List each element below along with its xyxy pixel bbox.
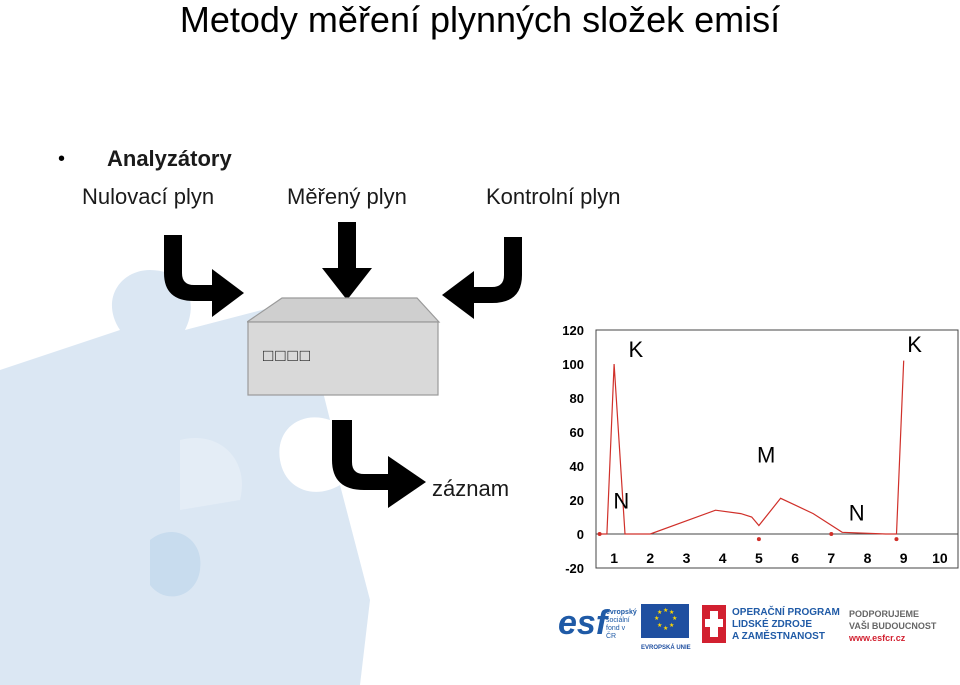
- svg-text:★: ★: [654, 615, 660, 622]
- y-tick-label: -20: [565, 561, 584, 576]
- y-tick-label: 100: [562, 357, 584, 372]
- eu-flag-icon: [641, 604, 689, 638]
- op-line-2: LIDSKÉ ZDROJE: [732, 619, 813, 630]
- y-tick-label: 60: [569, 425, 584, 440]
- x-tick-label: 5: [755, 550, 763, 566]
- page-title: Metody měření plynných složek emisí: [179, 0, 781, 40]
- eu-flag-logo: [641, 604, 691, 651]
- op-logo: [702, 605, 842, 649]
- x-tick-label: 3: [682, 550, 691, 566]
- series-marker: [829, 532, 833, 536]
- y-tick-label: 120: [562, 323, 584, 338]
- gas-label-control: Kontrolní plyn: [486, 184, 621, 209]
- chart-annotation: M: [756, 442, 776, 468]
- svg-text:★: ★: [669, 609, 675, 616]
- chart-annotation: K: [628, 337, 644, 363]
- series-marker: [598, 532, 602, 536]
- chart-annotation: N: [613, 488, 630, 514]
- x-tick-label: 10: [932, 550, 948, 566]
- chart-annotation: K: [907, 332, 922, 358]
- series-marker: [757, 537, 761, 541]
- y-tick-label: 40: [569, 459, 584, 474]
- arrow-measured-gas-icon: [322, 222, 372, 300]
- support-url: www.esfcr.cz: [849, 633, 906, 643]
- svg-text:★: ★: [657, 622, 663, 629]
- support-line-1: PODPORUJEME: [849, 609, 920, 619]
- gas-label-measured: Měřený plyn: [287, 184, 407, 209]
- op-emblem-icon: [702, 605, 726, 643]
- measurement-chart: [545, 315, 960, 580]
- op-line-1: OPERAČNÍ PROGRAM: [732, 607, 840, 618]
- support-line-2: VAŠI BUDOUCNOST: [849, 621, 937, 631]
- svg-text:★: ★: [663, 607, 669, 614]
- esf-line-1: evropský: [606, 609, 637, 616]
- eu-label: EVROPSKÁ UNIE: [641, 645, 691, 651]
- y-tick-label: 80: [569, 391, 584, 406]
- bullet-analyzers: Analyzátory: [107, 146, 232, 171]
- x-tick-label: 2: [646, 550, 655, 566]
- x-tick-label: 6: [791, 550, 799, 566]
- support-text: [849, 608, 936, 644]
- esf-logo: esf evropský sociální fond v ČR: [558, 604, 637, 642]
- x-tick-label: 8: [863, 550, 872, 566]
- svg-text:★: ★: [663, 625, 669, 632]
- svg-text:★: ★: [669, 622, 675, 629]
- op-line-3: A ZAMĚSTNANOST: [732, 631, 825, 642]
- arrow-zero-gas-icon: [160, 235, 250, 325]
- svg-text:★: ★: [672, 615, 678, 622]
- x-tick-label: 7: [827, 550, 836, 566]
- svg-text:★: ★: [657, 609, 663, 616]
- y-tick-label: 0: [576, 527, 584, 542]
- record-label: záznam: [432, 476, 510, 501]
- x-tick-label: 9: [899, 550, 908, 566]
- x-tick-label: 4: [718, 550, 727, 566]
- analyzer-display: □□□□: [263, 346, 313, 365]
- arrow-control-gas-icon: [436, 237, 526, 327]
- bullet-icon: •: [58, 148, 66, 170]
- chart-annotation: N: [848, 500, 865, 526]
- arrow-record-icon: [330, 420, 430, 512]
- esf-line-2: sociální: [606, 617, 630, 624]
- esf-line-3: fond v ČR: [606, 625, 626, 640]
- series-marker: [894, 537, 898, 541]
- gas-label-zero: Nulovací plyn: [82, 184, 215, 209]
- y-tick-label: 20: [569, 493, 584, 508]
- x-tick-label: 1: [610, 550, 618, 566]
